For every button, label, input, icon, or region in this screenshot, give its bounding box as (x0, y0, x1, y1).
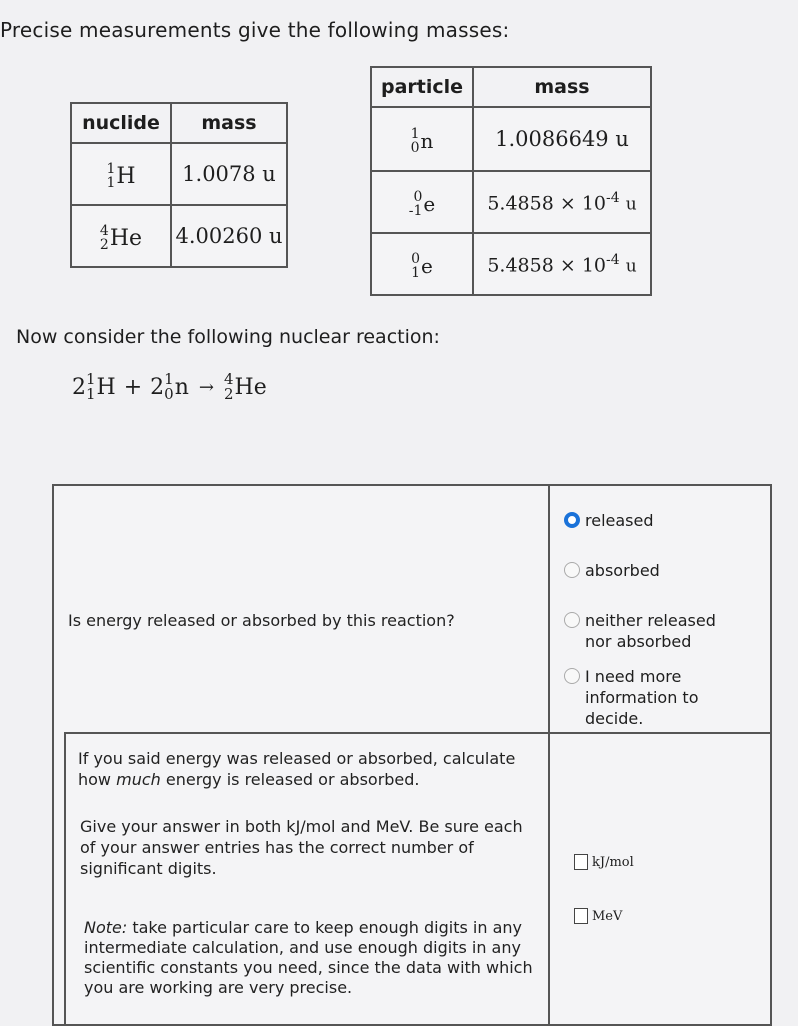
mass-header: mass (473, 67, 651, 107)
option-released[interactable]: released (564, 510, 654, 531)
question-energy-amount: If you said energy was released or absorbed, calculate how much energy is released or absorbed. (78, 749, 516, 789)
radio-icon[interactable] (564, 562, 580, 578)
kj-answer-input[interactable] (574, 854, 588, 870)
mass-cell: 1.0086649 u (473, 107, 651, 171)
arrow-icon: → (198, 376, 214, 398)
option-absorbed[interactable]: absorbed (564, 560, 660, 581)
particle-header: particle (371, 67, 473, 107)
nuclide-cell: 1 1 H (71, 143, 171, 205)
particle-cell: 0 1 e (371, 233, 473, 295)
note-text: Note: take particular care to keep enough digits in any intermediate calculation, and use enough digits in any scientific constants you need, since the data with which you are working are very precise. (84, 918, 533, 997)
mass-cell: $5.4858 \times 10^{-4}$ u (473, 171, 651, 233)
option-neither[interactable]: neither released nor absorbed (564, 610, 729, 652)
nuclide-table (70, 102, 288, 268)
question-box (52, 484, 772, 1026)
radio-icon[interactable] (564, 668, 580, 684)
particle-table (370, 66, 652, 296)
answer-instructions: Give your answer in both kJ/mol and MeV. Be sure each of your answer entries has the correct number of significant digits. (80, 817, 523, 878)
inner-left-border (64, 732, 66, 1024)
particle-cell: 0 -1 e (371, 171, 473, 233)
mass-cell: 1.0078 u (171, 143, 287, 205)
radio-icon[interactable] (564, 612, 580, 628)
question-energy-direction: Is energy released or absorbed by this reaction? (68, 611, 455, 630)
nuclide-header: nuclide (71, 103, 171, 143)
intro-text: Precise measurements give the following masses: (0, 18, 510, 42)
mev-answer[interactable]: MeV (574, 908, 622, 924)
mev-answer-input[interactable] (574, 908, 588, 924)
particle-cell: 1 0 n (371, 107, 473, 171)
mass-cell: 4.00260 u (171, 205, 287, 267)
mass-header: mass (171, 103, 287, 143)
column-divider (548, 486, 550, 1024)
kj-per-mol-answer[interactable]: kJ/mol (574, 854, 634, 870)
row-divider (64, 732, 770, 734)
mass-cell: $5.4858 \times 10^{-4}$ u (473, 233, 651, 295)
reaction-intro: Now consider the following nuclear reaction: (16, 326, 440, 348)
nuclide-cell: 4 2 He (71, 205, 171, 267)
nuclear-reaction-equation: 2 1 1 H + 2 1 0 n → 4 2 He (72, 370, 267, 403)
option-need-more-info[interactable]: I need more information to decide. (564, 666, 714, 729)
radio-selected-icon[interactable] (564, 512, 580, 528)
